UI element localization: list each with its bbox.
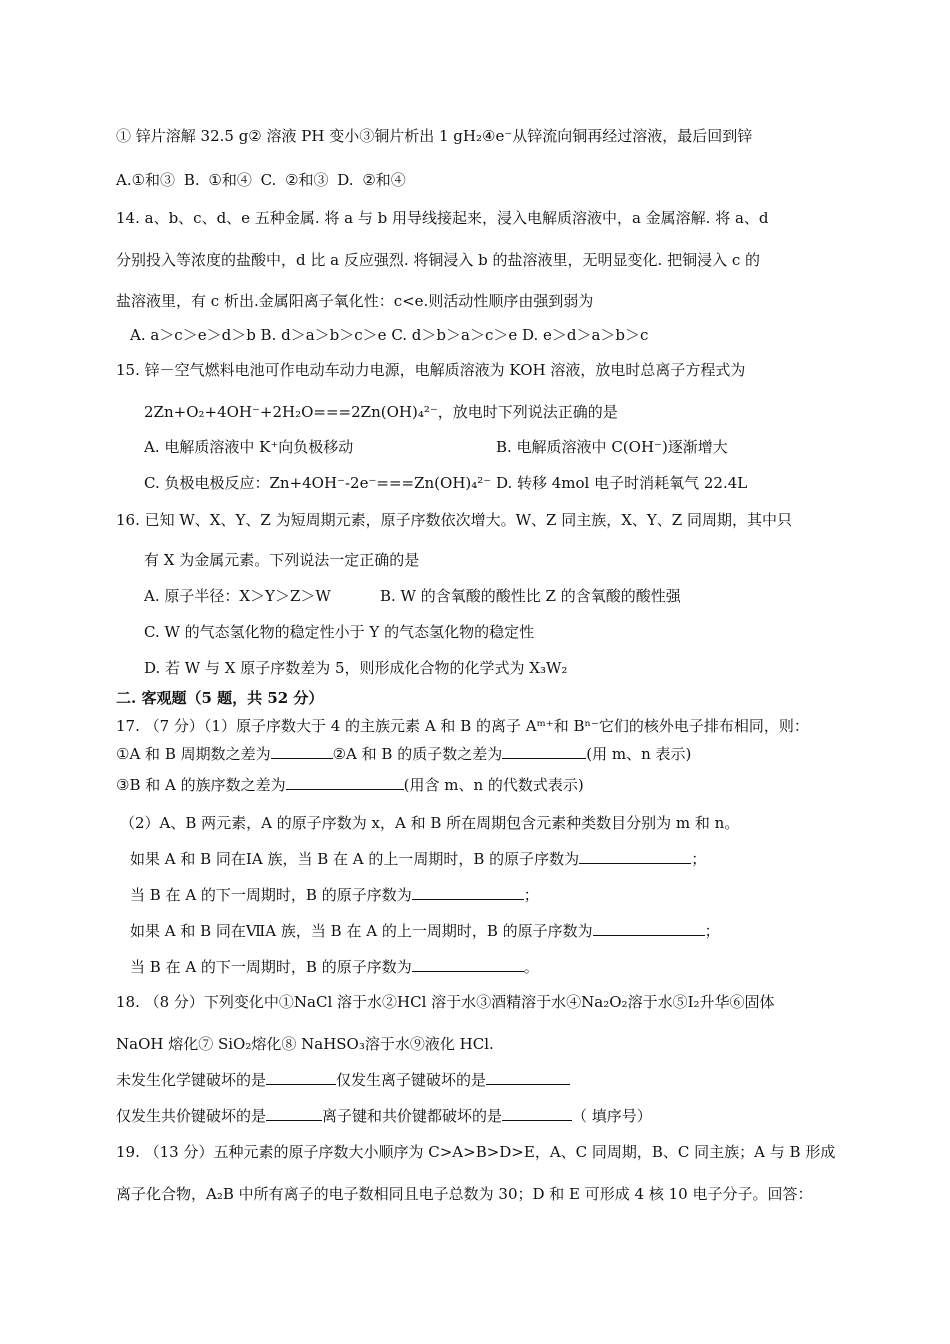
q18-line4 — [116, 1106, 652, 1126]
q18-blank4-label: 离子键和共价键都破坏的是 — [322, 1107, 503, 1125]
q17-row2-end: ； — [523, 886, 539, 904]
q18-blank3-label: 仅发生共价键破坏的是 — [116, 1107, 267, 1125]
q17-row2 — [130, 885, 539, 905]
q18-blank2[interactable] — [486, 1070, 570, 1085]
q17-line3 — [116, 775, 584, 795]
q17-row3 — [130, 921, 720, 941]
q17-row3-end: ； — [704, 922, 720, 940]
q15-option-c-d: C. 负极电极反应：Zn+4OH⁻-2e⁻===Zn(OH)₄²⁻ D. 转移 4mol 电子时消耗氧气 22.4L — [144, 474, 748, 492]
q17-blank5[interactable] — [412, 885, 524, 900]
section-heading: 二. 客观题（5 题，共 52 分） — [116, 689, 324, 707]
q18-line3 — [116, 1070, 570, 1090]
q17-row4-end: 。 — [523, 958, 539, 976]
q17-blank1[interactable] — [271, 744, 333, 759]
q17-row4-text: 当 B 在 A 的下一周期时，B 的原子序数为 — [130, 958, 412, 976]
q17-blank2-label: ②A 和 B 的质子数之差为 — [332, 745, 503, 763]
q17-blank2-note: (用 m、n 表示) — [586, 745, 692, 763]
q17-blank3-label: ③B 和 A 的族序数之差为 — [116, 776, 286, 794]
q16-option-d: D. 若 W 与 X 原子序数差为 5，则形成化合物的化学式为 X₃W₂ — [144, 659, 568, 677]
q18-blank2-label: 仅发生离子键破坏的是 — [336, 1071, 487, 1089]
q16-option-a: A. 原子半径：X＞Y＞Z＞W — [144, 587, 331, 605]
q15-equation: 2Zn+O₂+4OH⁻+2H₂O===2Zn(OH)₄²⁻，放电时下列说法正确的是 — [144, 403, 618, 421]
q14-stem-line1: 14. a、b、c、d、e 五种金属. 将 a 与 b 用导线接起来，浸入电解质溶液中，a 金属溶解. 将 a、d — [116, 209, 769, 227]
q19-stem-line2: 离子化合物，A₂B 中所有离子的电子数相同且电子总数为 30；D 和 E 可形成 4 核 10 电子分子。回答： — [116, 1185, 813, 1203]
q18-blank1-label: 未发生化学键破坏的是 — [116, 1071, 267, 1089]
q17-row1-end: ； — [691, 850, 707, 868]
q13-statements: ① 锌片溶解 32.5 g② 溶液 PH 变小③铜片析出 1 gH₂④e⁻从锌流向铜再经过溶液，最后回到锌 — [116, 127, 753, 145]
q17-row1 — [130, 849, 706, 869]
q15-option-b: B. 电解质溶液中 C(OH⁻)逐渐增大 — [496, 438, 728, 456]
q18-blank1[interactable] — [266, 1070, 336, 1085]
q18-stem-line1: 18. （8 分）下列变化中①NaCl 溶于水②HCl 溶于水③酒精溶于水④Na₂O₂溶于水⑤I₂升华⑥固体 — [116, 993, 775, 1011]
q14-options: A. a＞c＞e＞d＞b B. d＞a＞b＞c＞e C. d＞b＞a＞c＞e D. e＞d＞a＞b＞c — [130, 326, 649, 344]
q17-blank1-label: ①A 和 B 周期数之差为 — [116, 745, 271, 763]
q17-blank3-note: (用含 m、n 的代数式表示) — [403, 776, 584, 794]
q17-row1-text: 如果 A 和 B 同在ⅠA 族，当 B 在 A 的上一周期时，B 的原子序数为 — [130, 850, 580, 868]
q14-stem-line2: 分别投入等浓度的盐酸中，d 比 a 反应强烈. 将铜浸入 b 的盐溶液里，无明显变化. 把铜浸入 c 的 — [116, 251, 761, 269]
q17-blank4[interactable] — [579, 849, 691, 864]
q17-row3-text: 如果 A 和 B 同在ⅦA 族，当 B 在 A 的上一周期时，B 的原子序数为 — [130, 922, 593, 940]
q19-stem-line1: 19. （13 分）五种元素的原子序数大小顺序为 C>A>B>D>E，A、C 同周期，B、C 同主族；A 与 B 形成 — [116, 1143, 836, 1161]
q17-blank6[interactable] — [593, 921, 705, 936]
q16-option-b: B. W 的含氧酸的酸性比 Z 的含氧酸的酸性强 — [380, 587, 681, 605]
q17-blank2[interactable] — [502, 744, 586, 759]
q18-note: （ 填序号） — [572, 1107, 652, 1125]
q14-stem-line3: 盐溶液里，有 c 析出.金属阳离子氧化性：c<e.则活动性顺序由强到弱为 — [116, 292, 594, 310]
q16-stem-line1: 16. 已知 W、X、Y、Z 为短周期元素，原子序数依次增大。W、Z 同主族，X、Y、Z 同周期，其中只 — [116, 511, 792, 529]
q18-stem-line2: NaOH 熔化⑦ SiO₂熔化⑧ NaHSO₃溶于水⑨液化 HCl. — [116, 1035, 494, 1053]
q13-options: A.①和③ B. ①和④ C. ②和③ D. ②和④ — [116, 171, 406, 189]
q16-option-c: C. W 的气态氢化物的稳定性小于 Y 的气态氢化物的稳定性 — [144, 623, 535, 641]
q18-blank3[interactable] — [266, 1106, 322, 1121]
q18-blank4[interactable] — [502, 1106, 572, 1121]
q17-row2-text: 当 B 在 A 的下一周期时，B 的原子序数为 — [130, 886, 412, 904]
q17-stem-line1: 17. （7 分）（1）原子序数大于 4 的主族元素 A 和 B 的离子 Aᵐ⁺和 Bⁿ⁻它们的核外电子排布相同，则： — [116, 717, 809, 735]
q17-blank3[interactable] — [286, 775, 404, 790]
q16-stem-line2: 有 X 为金属元素。下列说法一定正确的是 — [144, 551, 420, 569]
q17-part2-stem: （2）A、B 两元素，A 的原子序数为 x，A 和 B 所在周期包含元素种类数目分别为 m 和 n。 — [120, 814, 740, 832]
q15-stem-line1: 15. 锌－空气燃料电池可作电动车动力电源，电解质溶液为 KOH 溶液，放电时总离子方程式为 — [116, 361, 746, 379]
q15-option-a: A. 电解质溶液中 K⁺向负极移动 — [144, 438, 354, 456]
q17-row4 — [130, 957, 539, 977]
q17-line2 — [116, 744, 691, 764]
q17-blank7[interactable] — [412, 957, 524, 972]
